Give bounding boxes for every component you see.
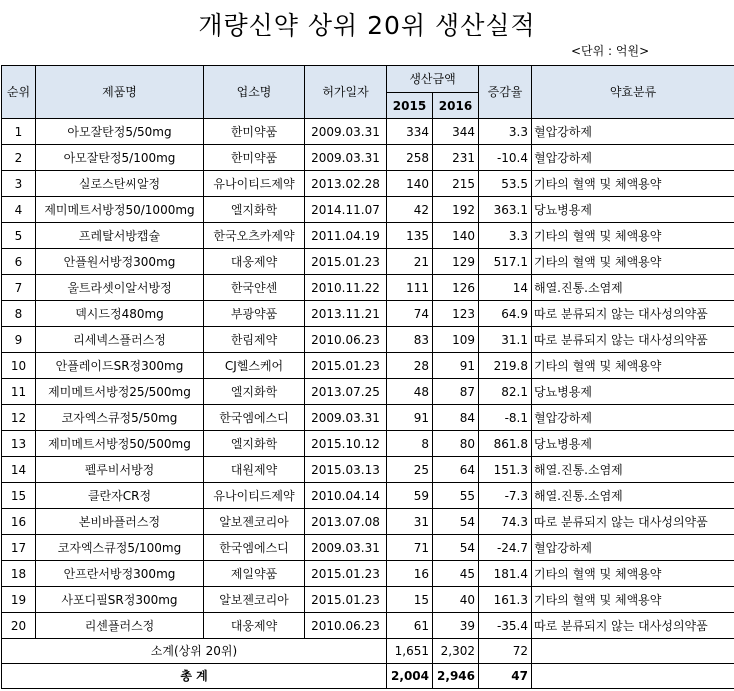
table-row	[2, 119, 734, 145]
unit-label: <단위 : 억원>	[571, 44, 650, 58]
rank-cell: 18	[2, 561, 36, 587]
company-cell: 제일약품	[204, 561, 305, 587]
production-2016-cell: 54	[433, 535, 479, 561]
category-cell: 따로 분류되지 않는 대사성의약품	[532, 301, 734, 327]
change-rate-cell: -24.7	[479, 535, 532, 561]
company-cell: 유나이티드제약	[204, 483, 305, 509]
subtotal-category-empty	[532, 639, 734, 664]
change-rate-cell: 74.3	[479, 509, 532, 535]
table-row	[2, 171, 734, 197]
table-row	[2, 145, 734, 171]
change-rate-cell: 14	[479, 275, 532, 301]
header-product: 제품명	[36, 66, 204, 119]
production-2016-cell: 109	[433, 327, 479, 353]
product-name-cell: 안플원서방정300mg	[36, 249, 204, 275]
table-row	[2, 587, 734, 613]
approval-date-cell: 2013.07.25	[305, 379, 387, 405]
approval-date-cell: 2011.04.19	[305, 223, 387, 249]
header-category: 약효분류	[532, 66, 734, 119]
subtotal-2015: 1,651	[387, 639, 433, 664]
category-cell: 혈압강하제	[532, 145, 734, 171]
production-2015-cell: 25	[387, 457, 433, 483]
production-2016-cell: 126	[433, 275, 479, 301]
rank-cell: 3	[2, 171, 36, 197]
production-2015-cell: 48	[387, 379, 433, 405]
company-cell: 알보젠코리아	[204, 509, 305, 535]
approval-date-cell: 2015.01.23	[305, 249, 387, 275]
company-cell: 엘지화학	[204, 379, 305, 405]
product-name-cell: 아모잘탄정5/100mg	[36, 145, 204, 171]
change-rate-cell: 82.1	[479, 379, 532, 405]
table-row	[2, 249, 734, 275]
rank-cell: 20	[2, 613, 36, 639]
production-2016-cell: 40	[433, 587, 479, 613]
change-rate-cell: 861.8	[479, 431, 532, 457]
production-2016-cell: 55	[433, 483, 479, 509]
category-cell: 혈압강하제	[532, 405, 734, 431]
production-2016-cell: 123	[433, 301, 479, 327]
production-2015-cell: 59	[387, 483, 433, 509]
change-rate-cell: -10.4	[479, 145, 532, 171]
company-cell: 한국엠에스디	[204, 405, 305, 431]
approval-date-cell: 2010.04.14	[305, 483, 387, 509]
category-cell: 따로 분류되지 않는 대사성의약품	[532, 613, 734, 639]
company-cell: 한림제약	[204, 327, 305, 353]
production-2015-cell: 140	[387, 171, 433, 197]
production-2015-cell: 61	[387, 613, 433, 639]
subtotal-label: 소계(상위 20위)	[2, 639, 387, 664]
change-rate-cell: 64.9	[479, 301, 532, 327]
table-row	[2, 509, 734, 535]
header-year-2016: 2016	[433, 93, 479, 119]
company-cell: 한미약품	[204, 145, 305, 171]
company-cell: 대웅제약	[204, 249, 305, 275]
product-name-cell: 코자엑스큐정5/100mg	[36, 535, 204, 561]
table-body	[2, 119, 734, 639]
production-2015-cell: 258	[387, 145, 433, 171]
production-table	[1, 65, 734, 689]
approval-date-cell: 2015.10.12	[305, 431, 387, 457]
change-rate-cell: -7.3	[479, 483, 532, 509]
rank-cell: 17	[2, 535, 36, 561]
category-cell: 기타의 혈액 및 체액용약	[532, 171, 734, 197]
approval-date-cell: 2015.03.13	[305, 457, 387, 483]
category-cell: 당뇨병용제	[532, 379, 734, 405]
category-cell: 따로 분류되지 않는 대사성의약품	[532, 327, 734, 353]
production-2015-cell: 42	[387, 197, 433, 223]
change-rate-cell: 219.8	[479, 353, 532, 379]
rank-cell: 5	[2, 223, 36, 249]
product-name-cell: 아모잘탄정5/50mg	[36, 119, 204, 145]
company-cell: 엘지화학	[204, 197, 305, 223]
total-2015: 2,004	[387, 664, 433, 689]
production-2016-cell: 87	[433, 379, 479, 405]
category-cell: 기타의 혈액 및 체액용약	[532, 353, 734, 379]
table-row	[2, 379, 734, 405]
production-2015-cell: 91	[387, 405, 433, 431]
approval-date-cell: 2013.11.21	[305, 301, 387, 327]
rank-cell: 10	[2, 353, 36, 379]
table-row	[2, 457, 734, 483]
approval-date-cell: 2015.01.23	[305, 353, 387, 379]
approval-date-cell: 2009.03.31	[305, 145, 387, 171]
change-rate-cell: 3.3	[479, 119, 532, 145]
company-cell: 알보젠코리아	[204, 587, 305, 613]
rank-cell: 9	[2, 327, 36, 353]
approval-date-cell: 2015.01.23	[305, 561, 387, 587]
table-row	[2, 535, 734, 561]
rank-cell: 6	[2, 249, 36, 275]
product-name-cell: 리센플러스정	[36, 613, 204, 639]
header-change: 증감율	[479, 66, 532, 119]
category-cell: 기타의 혈액 및 체액용약	[532, 561, 734, 587]
product-name-cell: 안프란서방정300mg	[36, 561, 204, 587]
company-cell: 한미약품	[204, 119, 305, 145]
change-rate-cell: 161.3	[479, 587, 532, 613]
production-2016-cell: 140	[433, 223, 479, 249]
production-2015-cell: 16	[387, 561, 433, 587]
company-cell: 한국얀센	[204, 275, 305, 301]
company-cell: 엘지화학	[204, 431, 305, 457]
total-row	[2, 664, 734, 689]
approval-date-cell: 2015.01.23	[305, 587, 387, 613]
product-name-cell: 리세넥스플러스정	[36, 327, 204, 353]
approval-date-cell: 2013.07.08	[305, 509, 387, 535]
production-2015-cell: 21	[387, 249, 433, 275]
rank-cell: 19	[2, 587, 36, 613]
change-rate-cell: 31.1	[479, 327, 532, 353]
rank-cell: 11	[2, 379, 36, 405]
table-row	[2, 197, 734, 223]
production-2015-cell: 83	[387, 327, 433, 353]
production-2015-cell: 111	[387, 275, 433, 301]
change-rate-cell: 151.3	[479, 457, 532, 483]
header-approval-date: 허가일자	[305, 66, 387, 119]
product-name-cell: 클란자CR정	[36, 483, 204, 509]
category-cell: 기타의 혈액 및 체액용약	[532, 223, 734, 249]
total-2016: 2,946	[433, 664, 479, 689]
change-rate-cell: 53.5	[479, 171, 532, 197]
production-2016-cell: 91	[433, 353, 479, 379]
rank-cell: 4	[2, 197, 36, 223]
header-row	[2, 66, 734, 93]
category-cell: 해열.진통.소염제	[532, 483, 734, 509]
subtotal-2016: 2,302	[433, 639, 479, 664]
production-2016-cell: 231	[433, 145, 479, 171]
production-2016-cell: 64	[433, 457, 479, 483]
production-2016-cell: 129	[433, 249, 479, 275]
production-2015-cell: 74	[387, 301, 433, 327]
company-cell: 대웅제약	[204, 613, 305, 639]
header-company: 업소명	[204, 66, 305, 119]
product-name-cell: 실로스탄씨알정	[36, 171, 204, 197]
change-rate-cell: 181.4	[479, 561, 532, 587]
rank-cell: 12	[2, 405, 36, 431]
approval-date-cell: 2009.03.31	[305, 405, 387, 431]
product-name-cell: 제미메트서방정50/1000mg	[36, 197, 204, 223]
production-2016-cell: 215	[433, 171, 479, 197]
product-name-cell: 펠루비서방정	[36, 457, 204, 483]
header-year-2015: 2015	[387, 93, 433, 119]
category-cell: 당뇨병용제	[532, 431, 734, 457]
table-row	[2, 301, 734, 327]
table-row	[2, 483, 734, 509]
product-name-cell: 본비바플러스정	[36, 509, 204, 535]
production-2016-cell: 80	[433, 431, 479, 457]
product-name-cell: 안플레이드SR정300mg	[36, 353, 204, 379]
product-name-cell: 제미메트서방정50/500mg	[36, 431, 204, 457]
header-production: 생산금액	[387, 66, 479, 93]
production-2016-cell: 54	[433, 509, 479, 535]
approval-date-cell: 2010.06.23	[305, 327, 387, 353]
category-cell: 혈압강하제	[532, 119, 734, 145]
category-cell: 따로 분류되지 않는 대사성의약품	[532, 509, 734, 535]
production-2015-cell: 71	[387, 535, 433, 561]
product-name-cell: 코자엑스큐정5/50mg	[36, 405, 204, 431]
category-cell: 당뇨병용제	[532, 197, 734, 223]
production-2015-cell: 334	[387, 119, 433, 145]
subtotal-change: 72	[479, 639, 532, 664]
company-cell: CJ헬스케어	[204, 353, 305, 379]
company-cell: 부광약품	[204, 301, 305, 327]
production-2016-cell: 192	[433, 197, 479, 223]
production-2015-cell: 8	[387, 431, 433, 457]
table-row	[2, 327, 734, 353]
rank-cell: 14	[2, 457, 36, 483]
production-2015-cell: 31	[387, 509, 433, 535]
total-change: 47	[479, 664, 532, 689]
table-row	[2, 561, 734, 587]
change-rate-cell: -35.4	[479, 613, 532, 639]
change-rate-cell: 363.1	[479, 197, 532, 223]
product-name-cell: 덱시드정480mg	[36, 301, 204, 327]
table-row	[2, 353, 734, 379]
approval-date-cell: 2009.03.31	[305, 119, 387, 145]
change-rate-cell: 3.3	[479, 223, 532, 249]
category-cell: 기타의 혈액 및 체액용약	[532, 587, 734, 613]
rank-cell: 16	[2, 509, 36, 535]
rank-cell: 13	[2, 431, 36, 457]
header-rank: 순위	[2, 66, 36, 119]
table-row	[2, 431, 734, 457]
product-name-cell: 사포디필SR정300mg	[36, 587, 204, 613]
rank-cell: 1	[2, 119, 36, 145]
page-title: 개량신약 상위 20위 생산실적	[198, 11, 536, 40]
rank-cell: 7	[2, 275, 36, 301]
company-cell: 대원제약	[204, 457, 305, 483]
total-category-empty	[532, 664, 734, 689]
product-name-cell: 제미메트서방정25/500mg	[36, 379, 204, 405]
category-cell: 해열.진통.소염제	[532, 275, 734, 301]
approval-date-cell: 2014.11.07	[305, 197, 387, 223]
table-row	[2, 223, 734, 249]
company-cell: 유나이티드제약	[204, 171, 305, 197]
rank-cell: 8	[2, 301, 36, 327]
production-2015-cell: 28	[387, 353, 433, 379]
product-name-cell: 울트라셋이알서방정	[36, 275, 204, 301]
production-2016-cell: 344	[433, 119, 479, 145]
change-rate-cell: -8.1	[479, 405, 532, 431]
approval-date-cell: 2010.11.22	[305, 275, 387, 301]
product-name-cell: 프레탈서방캡슐	[36, 223, 204, 249]
production-2016-cell: 84	[433, 405, 479, 431]
rank-cell: 2	[2, 145, 36, 171]
approval-date-cell: 2010.06.23	[305, 613, 387, 639]
table-row	[2, 613, 734, 639]
production-2015-cell: 15	[387, 587, 433, 613]
approval-date-cell: 2013.02.28	[305, 171, 387, 197]
company-cell: 한국엠에스디	[204, 535, 305, 561]
subtotal-row	[2, 639, 734, 664]
category-cell: 혈압강하제	[532, 535, 734, 561]
change-rate-cell: 517.1	[479, 249, 532, 275]
rank-cell: 15	[2, 483, 36, 509]
table-row	[2, 405, 734, 431]
production-2015-cell: 135	[387, 223, 433, 249]
production-2016-cell: 39	[433, 613, 479, 639]
production-2016-cell: 45	[433, 561, 479, 587]
category-cell: 해열.진통.소염제	[532, 457, 734, 483]
table-row	[2, 275, 734, 301]
category-cell: 기타의 혈액 및 체액용약	[532, 249, 734, 275]
company-cell: 한국오츠카제약	[204, 223, 305, 249]
total-label: 총 계	[2, 664, 387, 689]
approval-date-cell: 2009.03.31	[305, 535, 387, 561]
